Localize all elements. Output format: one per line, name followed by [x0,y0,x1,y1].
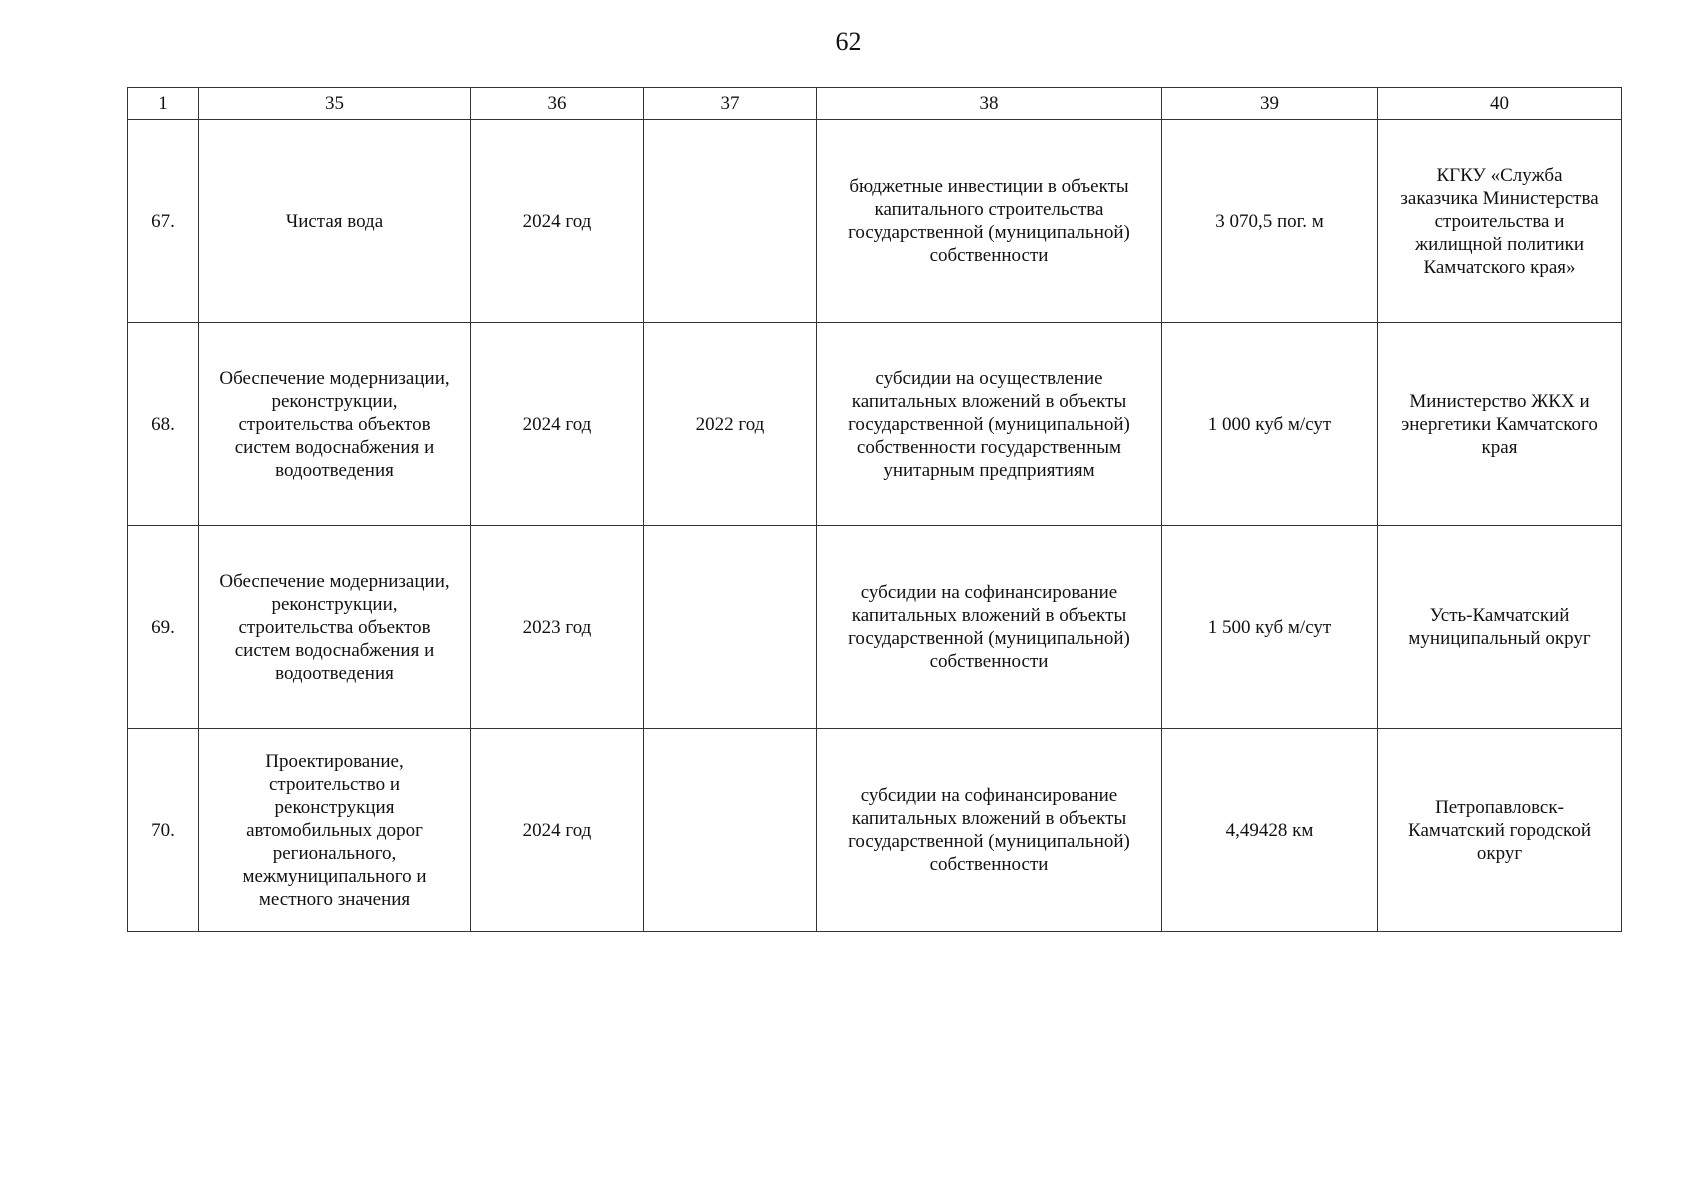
table-row [128,120,1622,323]
year-37-cell [644,526,817,729]
capacity-cell: 4,49428 км [1162,729,1378,932]
recipient-cell: Министерство ЖКХ и энергетики Камчатского края [1378,323,1622,526]
page-number: 62 [835,27,862,56]
column-header-36: 36 [471,88,644,120]
year-36-cell: 2024 год [471,729,644,932]
header-row [128,88,1622,120]
year-37-cell [644,120,817,323]
column-header-40: 40 [1378,88,1622,120]
investment-form-cell: субсидии на софинансирование капитальных вложений в объекты государственной (муниципальной) собственности [817,729,1162,932]
year-36-cell: 2023 год [471,526,644,729]
investment-form-cell: бюджетные инвестиции в объекты капитального строительства государственной (муниципальной) собственности [817,120,1162,323]
investment-form-cell: субсидии на софинансирование капитальных вложений в объекты государственной (муниципальной) собственности [817,526,1162,729]
capacity-cell: 1 500 куб м/сут [1162,526,1378,729]
column-header-39: 39 [1162,88,1378,120]
row-number-cell: 70. [128,729,199,932]
recipient-cell: КГКУ «Служба заказчика Министерства строительства и жилищной политики Камчатского края» [1378,120,1622,323]
table-row [128,729,1622,932]
capacity-cell: 3 070,5 пог. м [1162,120,1378,323]
table-row [128,526,1622,729]
year-37-cell [644,729,817,932]
year-36-cell: 2024 год [471,120,644,323]
row-number-cell: 68. [128,323,199,526]
row-number-cell: 67. [128,120,199,323]
recipient-cell: Усть-Камчатский муниципальный округ [1378,526,1622,729]
document-table [127,87,1622,932]
object-name-cell: Обеспечение модернизации, реконструкции, строительства объектов систем водоснабжения и водоотведения [199,323,471,526]
column-header-35: 35 [199,88,471,120]
column-header-38: 38 [817,88,1162,120]
recipient-cell: Петропавловск- Камчатский городской округ [1378,729,1622,932]
object-name-cell: Чистая вода [199,120,471,323]
year-36-cell: 2024 год [471,323,644,526]
table-row [128,323,1622,526]
object-name-cell: Проектирование, строительство и реконструкция автомобильных дорог регионального, межмуниципального и местного значения [199,729,471,932]
column-header-1: 1 [128,88,199,120]
capacity-cell: 1 000 куб м/сут [1162,323,1378,526]
column-header-37: 37 [644,88,817,120]
investment-form-cell: субсидии на осуществление капитальных вложений в объекты государственной (муниципальной) собственности государственным унитарным предприятиям [817,323,1162,526]
year-37-cell: 2022 год [644,323,817,526]
object-name-cell: Обеспечение модернизации, реконструкции, строительства объектов систем водоснабжения и водоотведения [199,526,471,729]
row-number-cell: 69. [128,526,199,729]
